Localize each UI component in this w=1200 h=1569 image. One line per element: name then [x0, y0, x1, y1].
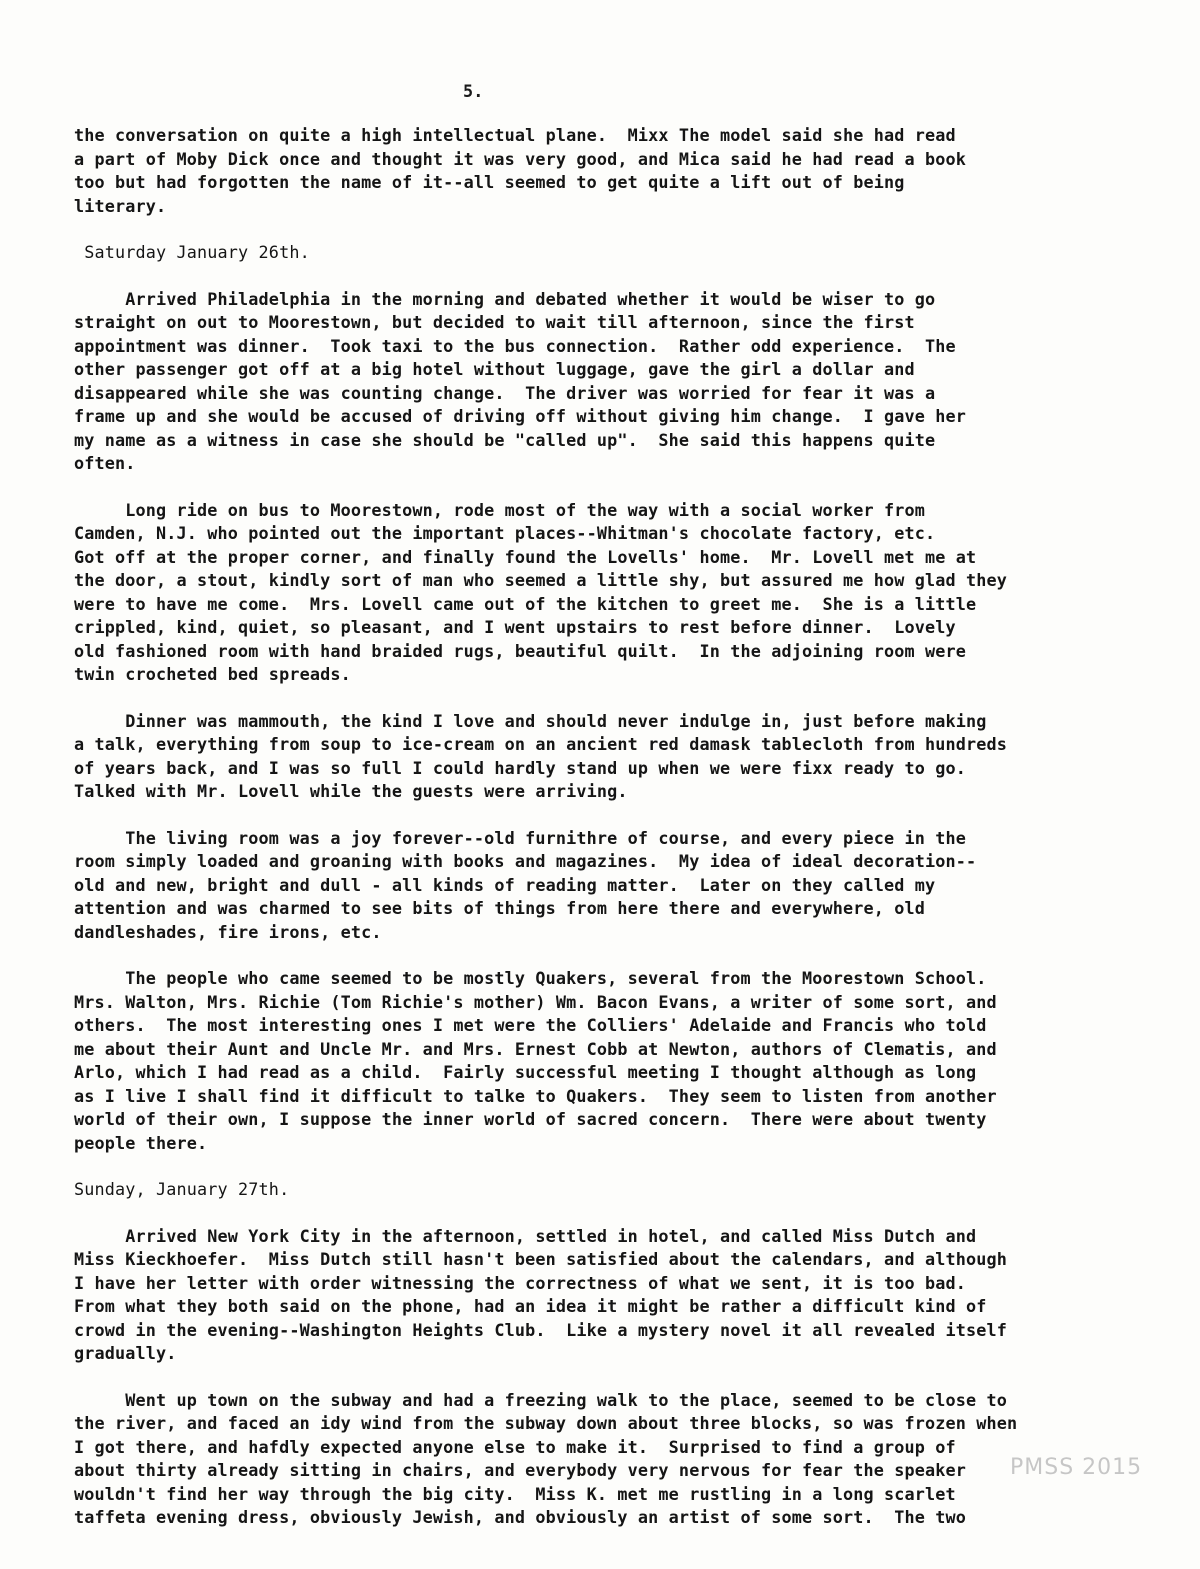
text-line: From what they both said on the phone, had an idea it might be rather a difficult kind of	[74, 1296, 987, 1316]
archive-watermark: PMSS 2015	[1010, 1455, 1143, 1480]
text-line: attention and was charmed to see bits of things from here there and everywhere, old	[74, 898, 926, 918]
text-line: Mrs. Walton, Mrs. Richie (Tom Richie's mother) Wm. Bacon Evans, a writer of some sort, and	[74, 991, 997, 1012]
text-line: were to have me come. Mrs. Lovell came out of the kitchen to greet me. She is a little	[74, 593, 977, 614]
text-line: Camden, N.J. who pointed out the important places--Whitman's chocolate factory, etc.	[74, 523, 936, 543]
text-line: often.	[74, 453, 136, 473]
text-line: straight on out to Moorestown, but decided to wait till afternoon, since the first	[74, 312, 915, 332]
text-line: other passenger got off at a big hotel without luggage, gave the girl a dollar and	[74, 359, 915, 379]
text-line: twin crocheted bed spreads.	[74, 664, 351, 684]
text-line: Dinner was mammouth, the kind I love and should never indulge in, just before making	[74, 710, 987, 731]
paragraph	[74, 827, 1154, 945]
text-line: others. The most interesting ones I met were the Colliers' Adelaide and Francis who told	[74, 1015, 987, 1035]
text-line: too but had forgotten the name of it--all seemed to get quite a lift out of being	[74, 172, 905, 192]
text-line: me about their Aunt and Uncle Mr. and Mrs. Ernest Cobb at Newton, authors of Clematis, and	[74, 1038, 997, 1059]
text-line: old fashioned room with hand braided rugs, beautiful quilt. In the adjoining room were	[74, 640, 967, 661]
date-heading	[74, 241, 1154, 265]
paragraph	[74, 1389, 1154, 1530]
text-line: I got there, and hafdly expected anyone else to make it. Surprised to find a group of	[74, 1436, 956, 1457]
text-line: about thirty already sitting in chairs, and everybody very nervous for fear the speaker	[74, 1460, 967, 1480]
text-line: room simply loaded and groaning with books and magazines. My idea of ideal decoration--	[74, 851, 977, 871]
text-line: Long ride on bus to Moorestown, rode most of the way with a social worker from	[74, 499, 926, 520]
text-line: world of their own, I suppose the inner world of sacred concern. There were about twenty	[74, 1109, 987, 1129]
text-line: Arrived New York City in the afternoon, settled in hotel, and called Miss Dutch and	[74, 1225, 977, 1246]
text-line: frame up and she would be accused of driving off without giving him change. I gave her	[74, 406, 967, 426]
text-line: crowd in the evening--Washington Heights Club. Like a mystery novel it all revealed itself	[74, 1319, 1008, 1340]
date-heading	[74, 1178, 1154, 1202]
text-line: dandleshades, fire irons, etc.	[74, 921, 382, 942]
paragraph	[74, 1225, 1154, 1366]
text-line: taffeta evening dress, obviously Jewish, and obviously an artist of some sort. The two	[74, 1507, 967, 1527]
paragraph	[74, 124, 1154, 218]
paragraph	[74, 710, 1154, 804]
text-line: disappeared while she was counting change. The driver was worried for fear it was a	[74, 382, 936, 403]
paragraph	[74, 967, 1154, 1155]
text-line: as I live I shall find it difficult to talke to Quakers. They seem to listen from another	[74, 1085, 997, 1106]
text-line: Arlo, which I had read as a child. Fairly successful meeting I thought although as long	[74, 1062, 977, 1082]
text-line: Saturday January 26th.	[74, 242, 310, 262]
text-line: The people who came seemed to be mostly Quakers, several from the Moorestown School.	[74, 968, 987, 988]
text-line: The living room was a joy forever--old furnithre of course, and every piece in the	[74, 827, 967, 848]
text-line: I have her letter with order witnessing the correctness of what we sent, it is too bad.	[74, 1272, 967, 1293]
text-line: crippled, kind, quiet, so pleasant, and I went upstairs to rest before dinner. Lovely	[74, 617, 956, 637]
paragraph	[74, 499, 1154, 687]
text-line: of years back, and I was so full I could hardly stand up when we were fixx ready to go.	[74, 757, 967, 778]
text-line: Arrived Philadelphia in the morning and debated whether it would be wiser to go	[74, 288, 936, 309]
text-line: Talked with Mr. Lovell while the guests were arriving.	[74, 781, 628, 801]
document-body	[74, 124, 1154, 1553]
text-line: old and new, bright and dull - all kinds of reading matter. Later on they called my	[74, 874, 936, 895]
page-number: 5.	[463, 81, 484, 101]
text-line: appointment was dinner. Took taxi to the bus connection. Rather odd experience. The	[74, 335, 956, 356]
text-line: wouldn't find her way through the big city. Miss K. met me rustling in a long scarlet	[74, 1483, 956, 1504]
text-line: Got off at the proper corner, and finally found the Lovells' home. Mr. Lovell met me at	[74, 546, 977, 567]
paragraph	[74, 288, 1154, 476]
text-line: gradually.	[74, 1343, 177, 1363]
text-line: a part of Moby Dick once and thought it was very good, and Mica said he had read a book	[74, 148, 967, 169]
text-line: Sunday, January 27th.	[74, 1179, 290, 1199]
text-line: a talk, everything from soup to ice-cream on an ancient red damask tablecloth from hundreds	[74, 734, 1008, 754]
text-line: the door, a stout, kindly sort of man who seemed a little shy, but assured me how glad they	[74, 570, 1008, 590]
text-line: the river, and faced an idy wind from the subway down about three blocks, so was frozen when	[74, 1413, 1018, 1433]
text-line: the conversation on quite a high intellectual plane. Mixx The model said she had read	[74, 125, 956, 145]
text-line: literary.	[74, 195, 167, 216]
text-line: Went up town on the subway and had a freezing walk to the place, seemed to be close to	[74, 1389, 1008, 1410]
text-line: my name as a witness in case she should be "called up". She said this happens quite	[74, 429, 936, 450]
text-line: Miss Kieckhoefer. Miss Dutch still hasn't been satisfied about the calendars, and although	[74, 1249, 1008, 1269]
text-line: people there.	[74, 1132, 208, 1153]
